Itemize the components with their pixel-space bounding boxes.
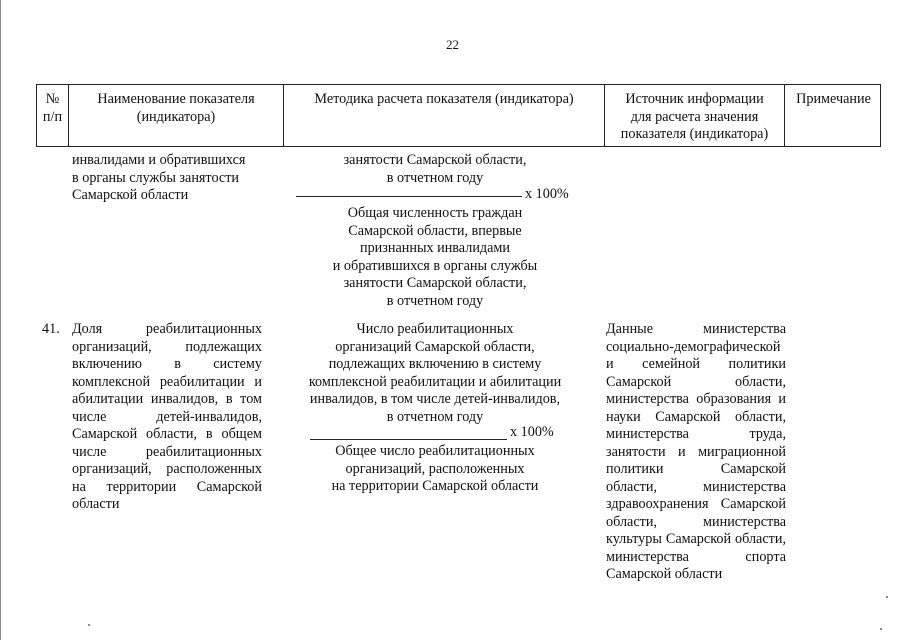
header-method: Методика расчета показателя (индикатора): [314, 91, 574, 107]
header-number: № п/п: [42, 91, 63, 125]
row-41-indicator-name: Доля реабилитационных организаций, подлежащих включению в систему комплексной реабилитации и абилитации инвалидов, в том числе детей-инвалидов, Самарской области, в общем числе реабилитационных организаций, расположенных на территории Самарской области: [72, 321, 262, 512]
row-41-multiplier: х 100%: [510, 424, 554, 440]
row-41-number: 41.: [42, 321, 60, 337]
row-41-numerator: Число реабилитационных организаций Самарской области, подлежащих включению в систему комплексной реабилитации и абилитации инвалидов, в том числе детей-инвалидов, в отчетном году: [308, 321, 562, 425]
header-source: Источник информации для расчета значения показателя (индикатора): [620, 91, 769, 142]
continued-denominator: Общая численность граждан Самарской области, впервые признанных инвалидами и обратившихся в органы службы занятости Самарской области, в отчетном году: [332, 205, 538, 309]
continued-numerator: занятости Самарской области, в отчетном году: [343, 152, 527, 186]
continued-fraction-line: [296, 196, 522, 197]
scan-speck: [880, 628, 882, 630]
row-41-fraction-line: [310, 439, 507, 440]
scan-speck: [88, 624, 90, 626]
row-41-source: Данные министерства социально-демографической и семейной политики Самарской области, министерства образования и науки Самарской области, министерства труда, занятости и миграционной политики Самарской области, министерства здравоохранения Самарской области, министерства культуры Самарской области, министерства спорта Самарской области: [606, 321, 786, 582]
page-number: 22: [446, 37, 459, 52]
continued-multiplier: х 100%: [525, 186, 569, 202]
page-left-edge: [0, 0, 1, 640]
row-41-denominator: Общее число реабилитационных организаций, расположенных на территории Самарской области: [331, 443, 539, 494]
header-indicator-name: Наименование показателя (индикатора): [97, 91, 255, 125]
scan-speck: [886, 596, 888, 598]
table-header-row: [36, 84, 881, 147]
continued-indicator-name: инвалидами и обратившихся в органы службы занятости Самарской области: [72, 152, 246, 203]
header-note: Примечание: [796, 91, 871, 107]
